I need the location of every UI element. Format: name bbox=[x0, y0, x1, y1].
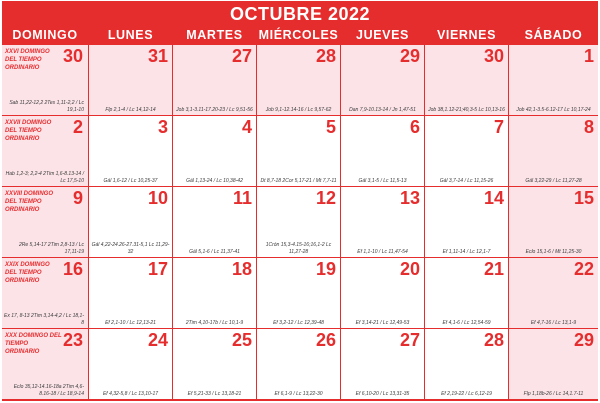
weekday-label: SÁBADO bbox=[524, 28, 583, 42]
day-cell[interactable] bbox=[173, 187, 256, 257]
day-number: 15 bbox=[573, 188, 594, 208]
day-number: 9 bbox=[72, 188, 83, 208]
day-number: 5 bbox=[325, 117, 336, 137]
day-cell[interactable] bbox=[2, 45, 88, 115]
day-number: 2 bbox=[72, 117, 83, 137]
day-cell[interactable] bbox=[425, 329, 508, 399]
readings-text: 1Crón 15,3-4.15-16;16,1-2 Lc 11,27-28 bbox=[265, 242, 332, 255]
day-number: 14 bbox=[483, 188, 504, 208]
feast-label: XXVII DOMINGO DEL TIEMPO ORDINARIO bbox=[5, 120, 52, 142]
day-number: 31 bbox=[147, 46, 168, 66]
weekday-label: MIÉRCOLES bbox=[258, 28, 339, 42]
day-cell[interactable] bbox=[341, 45, 424, 115]
day-number: 23 bbox=[62, 330, 83, 350]
day-cell[interactable] bbox=[2, 258, 88, 328]
day-number: 24 bbox=[147, 330, 168, 350]
day-number: 7 bbox=[493, 117, 504, 137]
readings-text: Job 9,1-12.14-16 / Lc 9,57-62 bbox=[265, 106, 332, 113]
day-number: 17 bbox=[147, 259, 168, 279]
day-number: 27 bbox=[399, 330, 420, 350]
day-number: 19 bbox=[315, 259, 336, 279]
readings-text: Dan 7,9-10.13-14 / Jn 1,47-51 bbox=[349, 106, 416, 113]
weekday-label: VIERNES bbox=[436, 28, 497, 42]
readings-text: Dt 8,7-18 2Cor 5,17-21 / Mt 7,7-11 bbox=[260, 177, 337, 184]
day-cell[interactable] bbox=[2, 187, 88, 257]
readings-text: Hab 1,2-3; 2,2-4 2Tim 1,6-8.13-14 / Lc 17,5-10 bbox=[5, 171, 84, 184]
weekday-label: DOMINGO bbox=[12, 28, 78, 42]
feast-label: XXX DOMINGO DEL TIEMPO ORDINARIO bbox=[5, 333, 62, 355]
day-cell[interactable] bbox=[425, 116, 508, 186]
day-number: 30 bbox=[483, 46, 504, 66]
day-number: 27 bbox=[231, 46, 252, 66]
day-number: 18 bbox=[231, 259, 252, 279]
day-cell[interactable] bbox=[257, 116, 340, 186]
day-cell[interactable] bbox=[2, 329, 88, 399]
day-number: 16 bbox=[62, 259, 83, 279]
day-number: 25 bbox=[231, 330, 252, 350]
day-number: 12 bbox=[315, 188, 336, 208]
readings-text: Gál 5,1-6 / Lc 11,37-41 bbox=[189, 248, 240, 255]
readings-text: Eclo 15,1-6 / Mt 11,25-30 bbox=[525, 248, 582, 255]
readings-text: Gál 1,13-24 / Lc 10,38-42 bbox=[186, 177, 243, 184]
feast-label: XXIX DOMINGO DEL TIEMPO ORDINARIO bbox=[5, 262, 50, 284]
readings-text: Job 38,1.12-21;40,3-5 Lc 10,13-16 bbox=[428, 106, 505, 113]
day-number: 1 bbox=[583, 46, 594, 66]
day-number: 21 bbox=[483, 259, 504, 279]
weekday-label: LUNES bbox=[107, 28, 154, 42]
day-number: 10 bbox=[147, 188, 168, 208]
day-number: 4 bbox=[241, 117, 252, 137]
readings-text: 2Re 5,14-17 2Tim 2,8-13 / Lc 17,11-19 bbox=[19, 242, 84, 255]
day-cell[interactable] bbox=[509, 258, 598, 328]
day-number: 3 bbox=[157, 117, 168, 137]
feast-label: XXVI DOMINGO DEL TIEMPO ORDINARIO bbox=[5, 49, 50, 71]
readings-text: Sab 11,22-12,2 2Tes 1,11-2,2 / Lc 19,1-10 bbox=[9, 100, 84, 113]
readings-text: Ef 2,1-10 / Lc 12,13-21 bbox=[105, 319, 156, 326]
day-cell[interactable] bbox=[257, 329, 340, 399]
day-cell[interactable] bbox=[173, 329, 256, 399]
readings-text: Ef 3,14-21 / Lc 12,49-53 bbox=[355, 319, 410, 326]
day-number: 20 bbox=[399, 259, 420, 279]
day-cell[interactable] bbox=[341, 329, 424, 399]
day-cell[interactable] bbox=[173, 45, 256, 115]
day-cell[interactable] bbox=[509, 329, 598, 399]
day-number: 8 bbox=[583, 117, 594, 137]
day-cell[interactable] bbox=[341, 258, 424, 328]
day-cell[interactable] bbox=[89, 187, 172, 257]
day-cell[interactable] bbox=[257, 258, 340, 328]
calendar-title: OCTUBRE 2022 bbox=[229, 4, 371, 24]
day-number: 6 bbox=[409, 117, 420, 137]
day-number: 30 bbox=[62, 46, 83, 66]
readings-text: Gál 1,6-12 / Lc 10,25-37 bbox=[103, 177, 158, 184]
readings-text: Ex 17, 8-13 2Tim 3,14-4,2 / Lc 18,1-8 bbox=[4, 313, 84, 326]
day-number: 22 bbox=[573, 259, 594, 279]
readings-text: Gál 3,1-5 / Lc 11,5-13 bbox=[358, 177, 407, 184]
day-cell[interactable] bbox=[341, 187, 424, 257]
readings-text: Ef 1,1-10 / Lc 11,47-54 bbox=[357, 248, 408, 255]
day-cell[interactable] bbox=[425, 45, 508, 115]
calendar bbox=[2, 1, 598, 401]
readings-text: Ef 6,1-9 / Lc 13,22-30 bbox=[274, 390, 323, 397]
readings-text: Eclo 35,12-14.16-18a 2Tim 4,6-8.16-18 / Lc 18,9-14 bbox=[13, 384, 84, 397]
readings-text: Ef 5,21-33 / Lc 13,18-21 bbox=[187, 390, 242, 397]
day-cell[interactable] bbox=[89, 329, 172, 399]
day-cell[interactable] bbox=[509, 187, 598, 257]
readings-text: 2Tim 4,10-17b / Lc 10,1-9 bbox=[185, 319, 244, 326]
day-cell[interactable] bbox=[257, 45, 340, 115]
day-cell[interactable] bbox=[425, 187, 508, 257]
day-cell[interactable] bbox=[89, 116, 172, 186]
readings-text: Ef 4,7-16 / Lc 13,1-9 bbox=[530, 319, 577, 326]
readings-text: Ef 4,32-5,8 / Lc 13,10-17 bbox=[102, 390, 159, 397]
readings-text: Ef 3,2-12 / Lc 12,39-48 bbox=[273, 319, 324, 326]
readings-text: Gál 4,22-24.26-27.31-5,1 Lc 11,29-32 bbox=[91, 242, 170, 255]
readings-text: Job 42,1-3.5-6.12-17 Lc 10,17-24 bbox=[516, 106, 591, 113]
readings-text: Job 3,1-3.11-17.20-23 / Lc 9,51-56 bbox=[176, 106, 253, 113]
readings-text: Flp 2,1-4 / Lc 14,12-14 bbox=[105, 106, 156, 113]
day-cell[interactable] bbox=[173, 258, 256, 328]
day-cell[interactable] bbox=[173, 116, 256, 186]
day-cell[interactable] bbox=[89, 258, 172, 328]
day-cell[interactable] bbox=[257, 187, 340, 257]
day-number: 13 bbox=[399, 188, 420, 208]
day-cell[interactable] bbox=[509, 45, 598, 115]
day-cell[interactable] bbox=[509, 116, 598, 186]
readings-text: Ef 4,1-6 / Lc 12,54-59 bbox=[442, 319, 491, 326]
readings-text: Ef 1,11-14 / Lc 12,1-7 bbox=[442, 248, 491, 255]
readings-text: Ef 2,19-22 / Lc 6,12-19 bbox=[441, 390, 492, 397]
day-cell[interactable] bbox=[89, 45, 172, 115]
readings-text: Gál 3,22-29 / Lc 11,27-28 bbox=[525, 177, 582, 184]
readings-text: Ef 6,10-20 / Lc 13,31-35 bbox=[355, 390, 410, 397]
day-number: 28 bbox=[315, 46, 336, 66]
day-number: 29 bbox=[573, 330, 594, 350]
readings-text: Flp 1,18b-26 / Lc 14,1.7-11 bbox=[523, 390, 584, 397]
day-number: 28 bbox=[483, 330, 504, 350]
day-cell[interactable] bbox=[2, 116, 88, 186]
day-number: 11 bbox=[232, 188, 252, 208]
weekday-label: JUEVES bbox=[356, 28, 409, 42]
readings-text: Gál 3,7-14 / Lc 11,15-26 bbox=[439, 177, 494, 184]
feast-label: XXVIII DOMINGO DEL TIEMPO ORDINARIO bbox=[5, 191, 54, 213]
day-cell[interactable] bbox=[425, 258, 508, 328]
weekday-label: MARTES bbox=[186, 28, 243, 42]
day-number: 26 bbox=[315, 330, 336, 350]
day-cell[interactable] bbox=[341, 116, 424, 186]
day-number: 29 bbox=[399, 46, 420, 66]
